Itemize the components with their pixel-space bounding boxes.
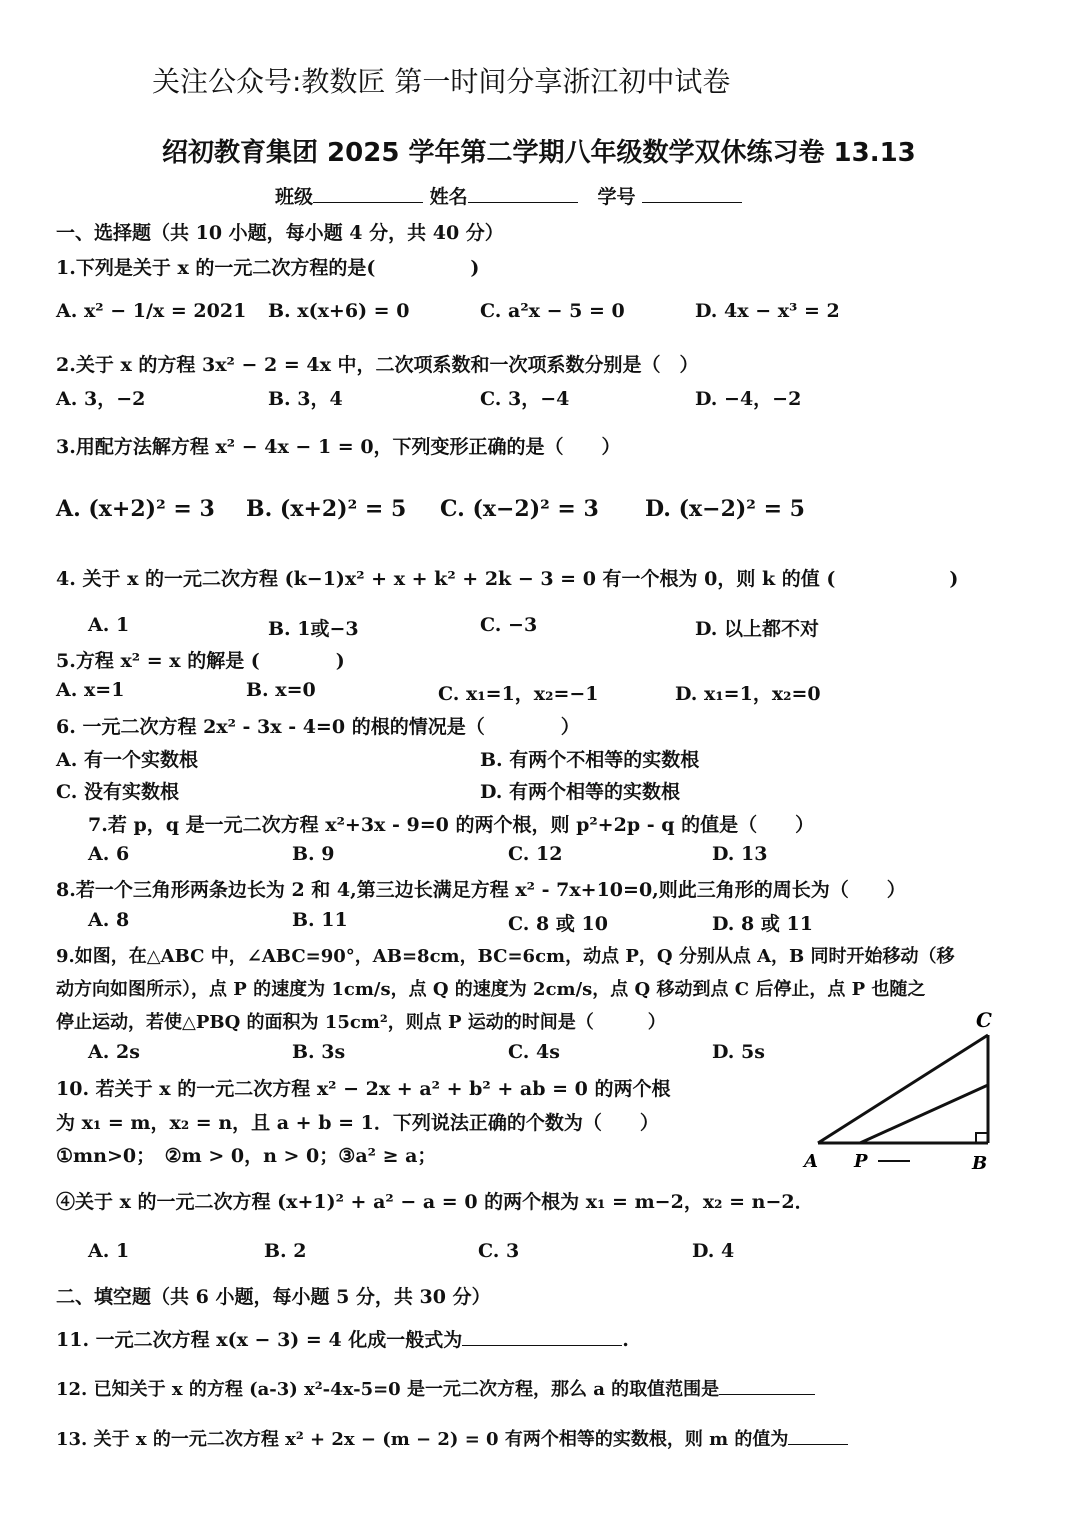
q10-option-b[interactable]: B. 2 (264, 1240, 307, 1262)
question-12 (56, 1375, 815, 1401)
label-p: P (854, 1151, 868, 1172)
q5-option-b[interactable]: B. x=0 (246, 679, 316, 701)
q9-option-c[interactable]: C. 4s (508, 1041, 560, 1063)
question-6-stem: 6. 一元二次方程 2x² - 3x - 4=0 的根的情况是（ ） (56, 716, 580, 738)
name-label: 姓名 (429, 186, 468, 208)
q4-option-b[interactable]: B. 1或−3 (268, 618, 359, 640)
q3-option-b[interactable]: B. (x+2)² = 5 (246, 496, 407, 522)
q3-option-a[interactable]: A. (x+2)² = 3 (56, 496, 215, 522)
q6-option-c[interactable]: C. 没有实数根 (56, 781, 180, 803)
q10-option-a[interactable]: A. 1 (88, 1240, 130, 1262)
triangle-figure (800, 1005, 1010, 1180)
q5-option-c[interactable]: C. x₁=1，x₂=−1 (438, 683, 599, 705)
q7-option-a[interactable]: A. 6 (88, 843, 130, 865)
q4-option-d[interactable]: D. 以上都不对 (695, 618, 820, 640)
question-5-stem: 5.方程 x² = x 的解是 ( ) (56, 650, 345, 672)
q12-text: 12. 已知关于 x 的方程 (a-3) x²-4x-5=0 是一元二次方程，那么 a 的取值范围是 (56, 1379, 720, 1400)
q13-text: 13. 关于 x 的一元二次方程 x² + 2x − (m − 2) = 0 有两个相等的实数根，则 m 的值为 (56, 1429, 789, 1450)
question-7-stem: 7.若 p，q 是一元二次方程 x²+3x - 9=0 的两个根，则 p²+2p - q 的值是（ ） (88, 814, 815, 836)
question-10-line-4: ④关于 x 的一元二次方程 (x+1)² + a² − a = 0 的两个根为 x₁ = m−2，x₂ = n−2． (56, 1191, 814, 1213)
q9-option-a[interactable]: A. 2s (88, 1041, 140, 1063)
q6-option-a[interactable]: A. 有一个实数根 (56, 749, 198, 771)
q5-option-a[interactable]: A. x=1 (56, 679, 125, 701)
question-9-line-2: 动方向如图所示），点 P 的速度为 1cm/s，点 Q 的速度为 2cm/s，点 Q 移动到点 C 后停止，点 P 也随之 (56, 979, 926, 1000)
question-2-stem: 2.关于 x 的方程 3x² − 2 = 4x 中，二次项系数和一次项系数分别是（ ） (56, 354, 699, 376)
question-10-line-3: ①mn>0； ②m > 0，n > 0；③a² ≥ a； (56, 1145, 437, 1167)
q12-answer-blank[interactable] (719, 1376, 815, 1395)
question-10-line-1: 10. 若关于 x 的一元二次方程 x² − 2x + a² + b² + ab = 0 的两个根 (56, 1078, 671, 1100)
q10-option-c[interactable]: C. 3 (478, 1240, 520, 1262)
q2-option-a[interactable]: A. 3，−2 (56, 388, 146, 410)
question-4-stem: 4. 关于 x 的一元二次方程 (k−1)x² + x + k² + 2k − 3 = 0 有一个根为 0，则 k 的值 ( ) (56, 568, 959, 590)
side-ac (818, 1035, 988, 1143)
q8-option-d[interactable]: D. 8 或 11 (712, 913, 813, 935)
name-blank[interactable] (468, 184, 578, 203)
question-9-line-1: 9.如图，在△ABC 中，∠ABC=90°，AB=8cm，BC=6cm，动点 P，Q 分别从点 A，B 同时开始移动（移 (56, 946, 955, 967)
class-blank[interactable] (313, 184, 423, 203)
q1-option-a[interactable]: A. x² − 1/x = 2021 (56, 300, 247, 322)
label-a: A (804, 1151, 818, 1172)
student-fields (275, 182, 742, 209)
question-11 (56, 1325, 629, 1352)
question-13 (56, 1425, 848, 1451)
q3-option-d[interactable]: D. (x−2)² = 5 (645, 496, 805, 522)
q8-option-a[interactable]: A. 8 (88, 909, 130, 931)
q10-option-d[interactable]: D. 4 (692, 1240, 735, 1262)
number-blank[interactable] (642, 184, 742, 203)
class-label: 班级 (275, 186, 314, 208)
q6-option-b[interactable]: B. 有两个不相等的实数根 (480, 749, 700, 771)
exam-title: 绍初教育集团 2025 学年第二学期八年级数学双休练习卷 13.13 (162, 138, 916, 168)
section-1-heading: 一、选择题（共 10 小题，每小题 4 分，共 40 分） (56, 222, 504, 244)
question-8-stem: 8.若一个三角形两条边长为 2 和 4,第三边长满足方程 x² - 7x+10=0,则此三角形的周长为（ ） (56, 879, 906, 901)
q9-option-d[interactable]: D. 5s (712, 1041, 765, 1063)
number-label: 学号 (597, 186, 636, 208)
q11-answer-blank[interactable] (462, 1327, 622, 1346)
q1-option-b[interactable]: B. x(x+6) = 0 (268, 300, 410, 322)
q11-text: 11. 一元二次方程 x(x − 3) = 4 化成一般式为 (56, 1329, 463, 1351)
q11-tail: . (622, 1329, 629, 1351)
q2-option-c[interactable]: C. 3，−4 (480, 388, 570, 410)
q1-option-d[interactable]: D. 4x − x³ = 2 (695, 300, 840, 322)
question-10-line-2: 为 x₁ = m，x₂ = n，且 a + b = 1．下列说法正确的个数为（ ） (56, 1112, 659, 1134)
q8-option-c[interactable]: C. 8 或 10 (508, 913, 608, 935)
q7-option-c[interactable]: C. 12 (508, 843, 563, 865)
q5-option-d[interactable]: D. x₁=1，x₂=0 (675, 683, 821, 705)
q9-option-b[interactable]: B. 3s (292, 1041, 346, 1063)
section-2-heading: 二、填空题（共 6 小题，每小题 5 分，共 30 分） (56, 1286, 491, 1308)
q1-option-c[interactable]: C. a²x − 5 = 0 (480, 300, 625, 322)
q8-option-b[interactable]: B. 11 (292, 909, 348, 931)
q4-option-a[interactable]: A. 1 (88, 614, 130, 636)
q3-option-c[interactable]: C. (x−2)² = 3 (440, 496, 599, 522)
q7-option-b[interactable]: B. 9 (292, 843, 335, 865)
question-9-line-3: 停止运动，若使△PBQ 的面积为 15cm²，则点 P 运动的时间是（ ） (56, 1012, 666, 1033)
question-1-stem: 1.下列是关于 x 的一元二次方程的是( ) (56, 257, 480, 279)
header-banner: 关注公众号:教数匠 第一时间分享浙江初中试卷 (152, 65, 731, 98)
q13-answer-blank[interactable] (788, 1426, 848, 1445)
segment-pq (860, 1085, 988, 1143)
q7-option-d[interactable]: D. 13 (712, 843, 768, 865)
q2-option-d[interactable]: D. −4，−2 (695, 388, 802, 410)
q6-option-d[interactable]: D. 有两个相等的实数根 (480, 781, 681, 803)
q4-option-c[interactable]: C. −3 (480, 614, 538, 636)
q2-option-b[interactable]: B. 3，4 (268, 388, 343, 410)
label-c: C (976, 1008, 992, 1032)
label-b: B (972, 1153, 988, 1174)
question-3-stem: 3.用配方法解方程 x² − 4x − 1 = 0，下列变形正确的是（ ） (56, 436, 621, 458)
